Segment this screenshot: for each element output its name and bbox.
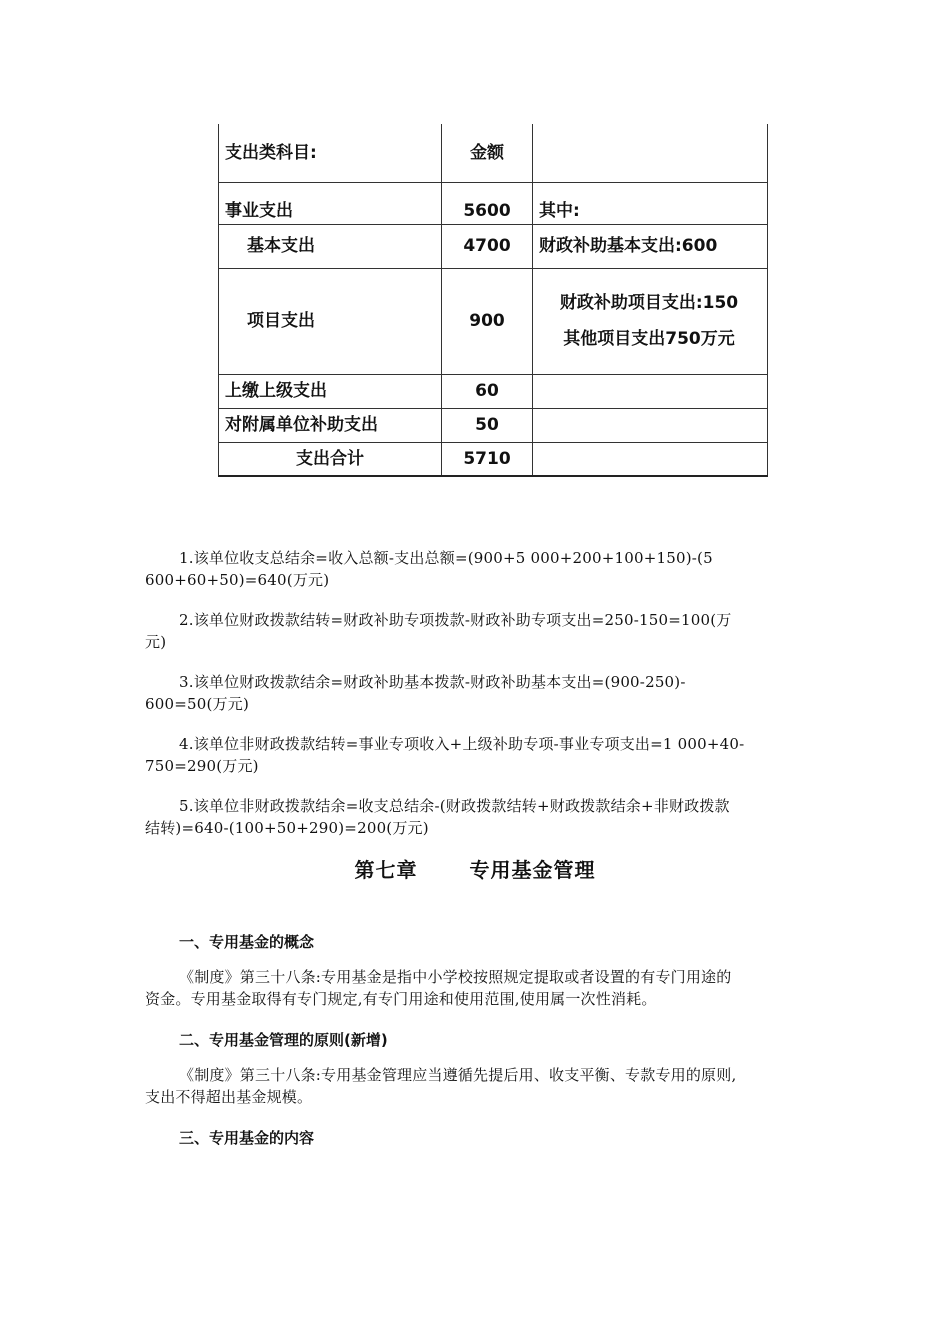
table-row <box>219 408 768 442</box>
table-row <box>219 224 768 268</box>
calculation-5: 5.该单位非财政拨款结余=收支总结余-(财政拨款结转+财政拨款结余+非财政拨款 结转)=640-(100+50+290)=200(万元) <box>145 797 730 837</box>
table-row <box>219 182 768 224</box>
section-heading-3: 三、专用基金的内容 <box>179 1129 315 1147</box>
section-body-1: 《制度》第三十八条:专用基金是指中小学校按照规定提取或者设置的有专门用途的 资金。专用基金取得有专门规定,有专门用途和使用范围,使用属一次性消耗。 <box>145 968 732 1008</box>
total-amount: 5710 <box>442 442 533 476</box>
row-note <box>533 268 768 374</box>
row-note-line-2: 其他项目支出750万元 <box>563 329 735 349</box>
row-amount: 4700 <box>442 224 533 268</box>
row-note-line-1: 财政补助项目支出:150 <box>559 293 739 313</box>
section-heading-1: 一、专用基金的概念 <box>179 933 315 951</box>
calculation-4: 4.该单位非财政拨款结转=事业专项收入+上级补助专项-事业专项支出=1 000+40- 750=290(万元) <box>145 735 745 775</box>
header-subject: 支出类科目: <box>219 124 442 182</box>
calculation-2: 2.该单位财政拨款结转=财政补助专项拨款-财政补助专项支出=250-150=100(万 元) <box>145 611 732 651</box>
section-heading-2: 二、专用基金管理的原则(新增) <box>179 1031 388 1049</box>
row-note: 财政补助基本支出:600 <box>533 224 768 268</box>
row-note: 其中: <box>533 182 768 224</box>
row-subject: 对附属单位补助支出 <box>219 408 442 442</box>
chapter-name: 专用基金管理 <box>469 858 596 882</box>
row-note <box>533 408 768 442</box>
row-note <box>533 374 768 408</box>
row-amount: 900 <box>442 268 533 374</box>
header-amount: 金额 <box>442 124 533 182</box>
chapter-number: 第七章 <box>354 858 418 882</box>
total-note <box>533 442 768 476</box>
calculation-3: 3.该单位财政拨款结余=财政补助基本拨款-财政补助基本支出=(900-250)- 600=50(万元) <box>145 673 686 713</box>
total-subject: 支出合计 <box>219 442 442 476</box>
row-amount: 60 <box>442 374 533 408</box>
calculation-1: 1.该单位收支总结余=收入总额-支出总额=(900+5 000+200+100+150)-(5 600+60+50)=640(万元) <box>145 549 713 589</box>
table-row <box>219 268 768 374</box>
row-subject: 事业支出 <box>219 182 442 224</box>
table-row <box>219 374 768 408</box>
table-header-row <box>219 124 768 182</box>
row-subject: 项目支出 <box>219 268 442 374</box>
header-note <box>533 124 768 182</box>
expense-table <box>218 124 768 477</box>
row-subject: 上缴上级支出 <box>219 374 442 408</box>
table-total-row <box>219 442 768 476</box>
row-amount: 5600 <box>442 182 533 224</box>
chapter-title <box>0 854 950 883</box>
section-body-2: 《制度》第三十八条:专用基金管理应当遵循先提后用、收支平衡、专款专用的原则, 支出不得超出基金规模。 <box>145 1066 737 1106</box>
row-subject: 基本支出 <box>219 224 442 268</box>
row-amount: 50 <box>442 408 533 442</box>
